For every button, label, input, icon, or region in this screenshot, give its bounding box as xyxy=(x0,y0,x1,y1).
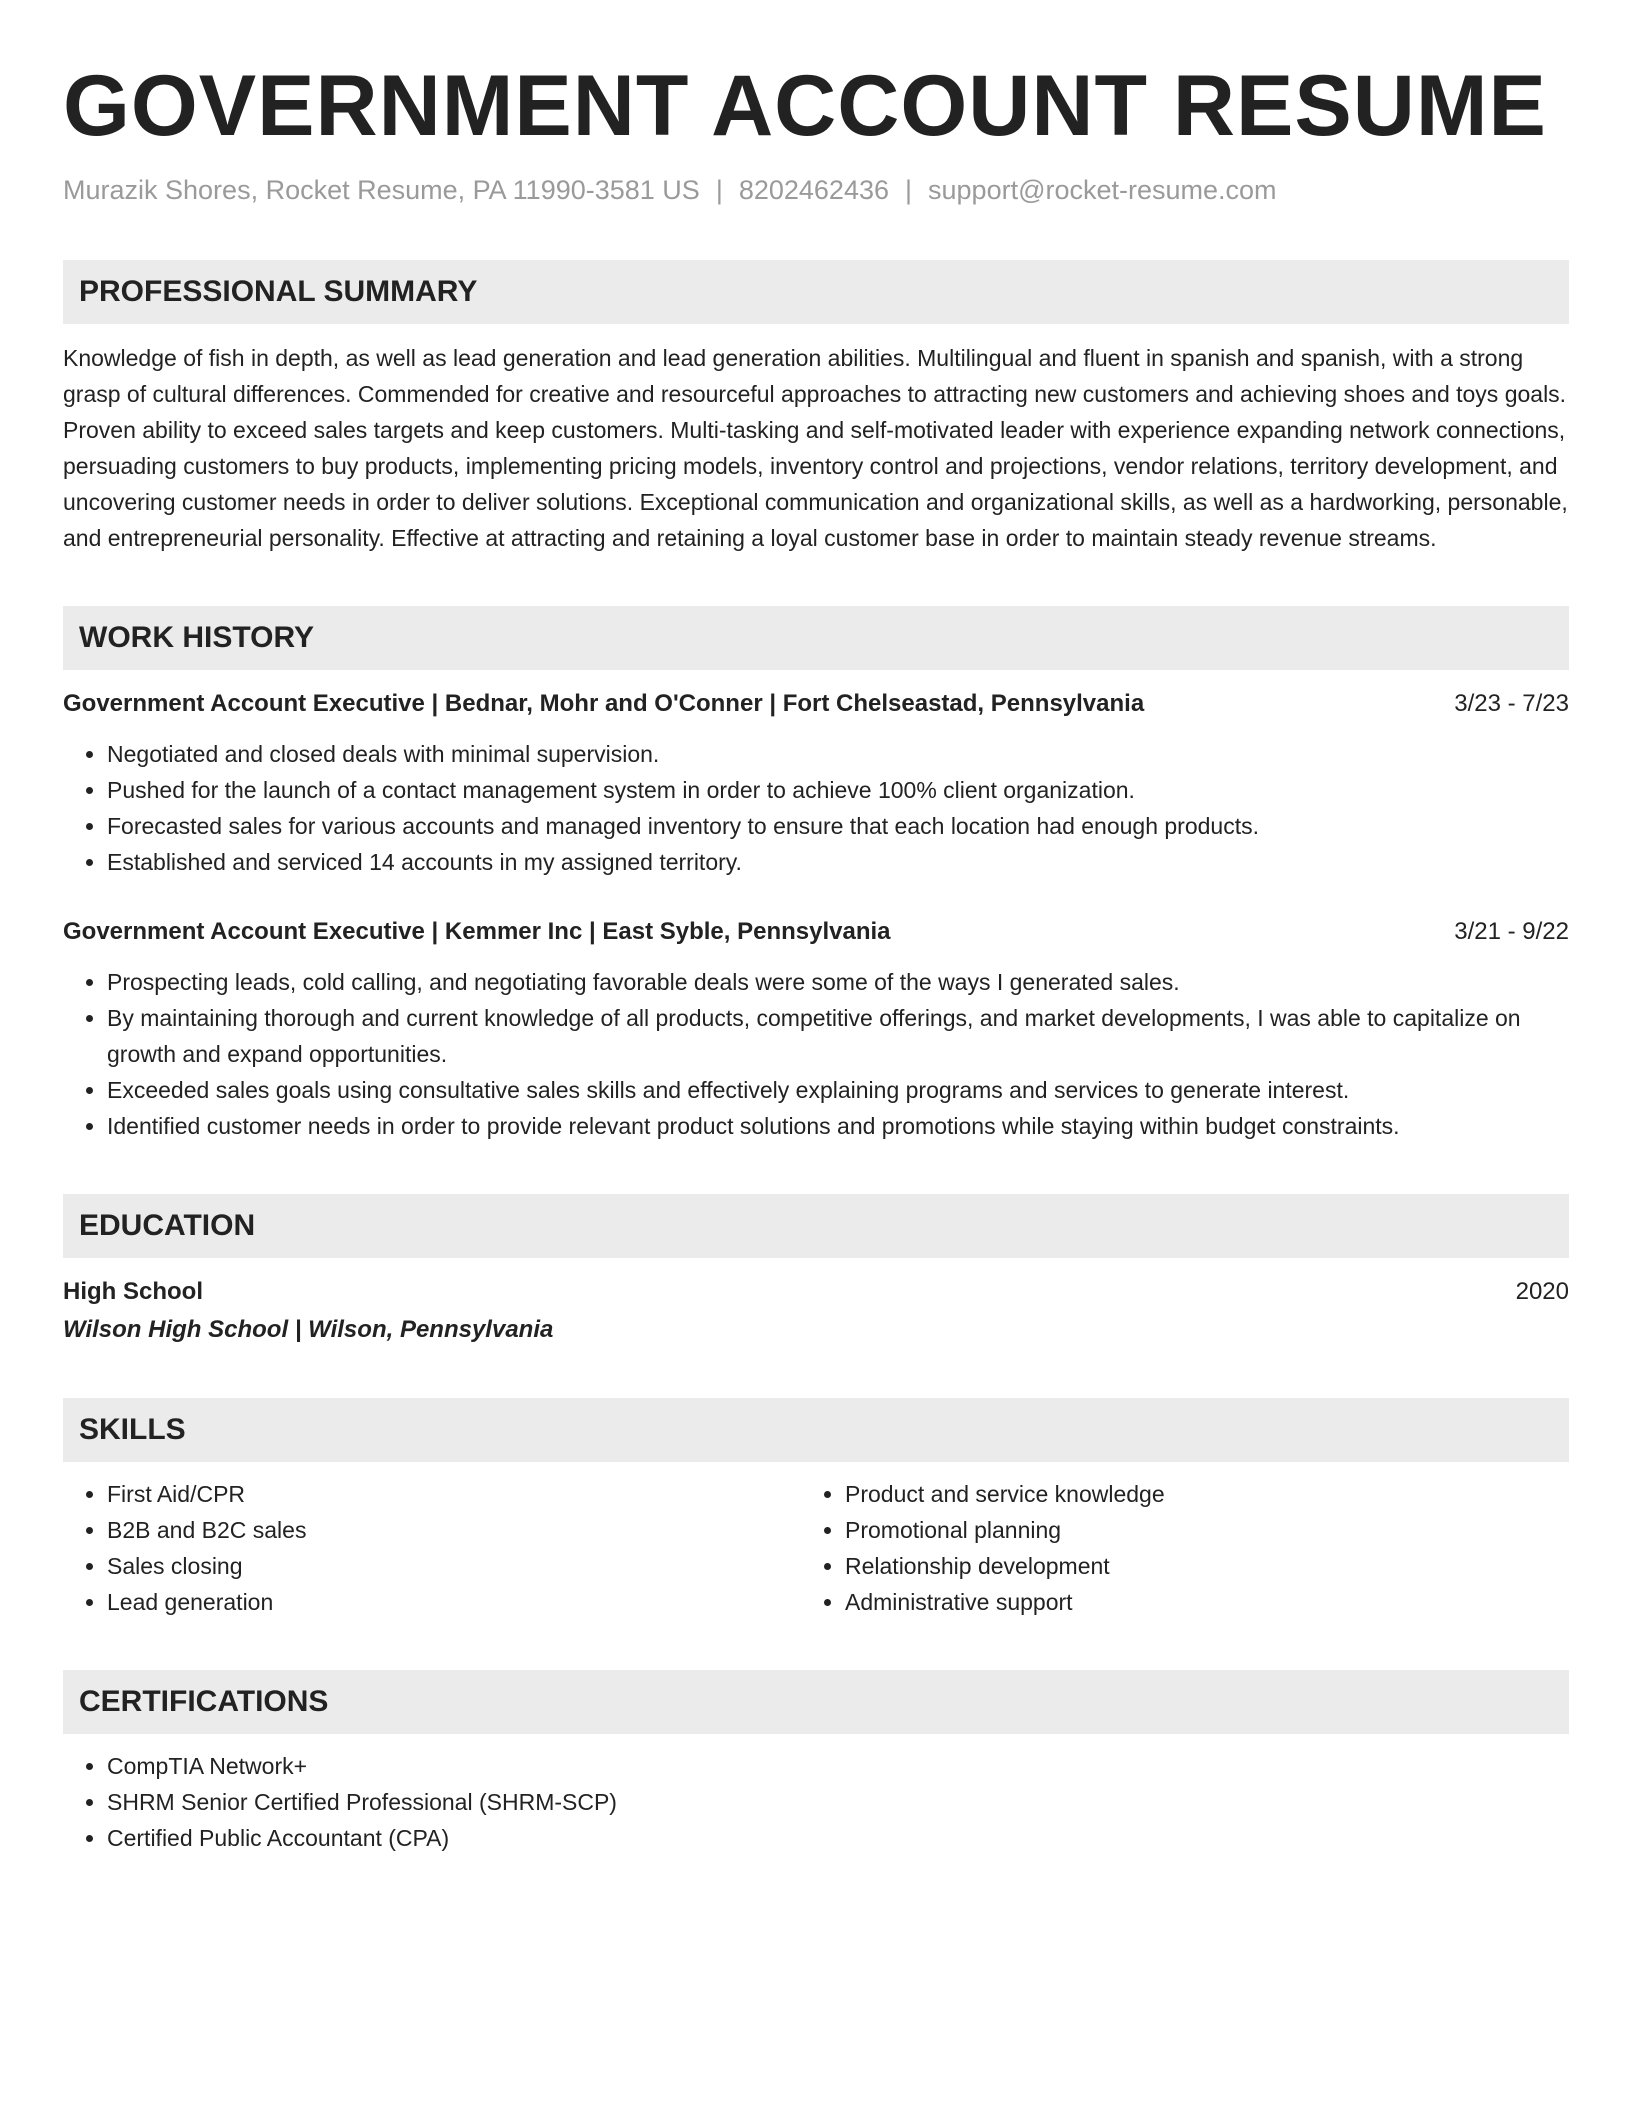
job-bullet: • Forecasted sales for various accounts and managed inventory to ensure that each location had enough products. xyxy=(107,808,1569,844)
section-header-skills: SKILLS xyxy=(63,1398,1569,1462)
skill-item: • Relationship development xyxy=(845,1548,1539,1584)
summary-text: Knowledge of fish in depth, as well as lead generation and lead generation abilities. Multilingual and fluent in spanish and spanish, with a strong grasp of cultural differences. Commended for creative and resourceful approaches to attracting new customers and achieving shoes and toys goals. Proven ability to exceed sales targets and keep customers. Multi-tasking and self-motivated leader with experience expanding network connections, persuading customers to buy products, implementing pricing models, inventory control and projections, vendor relations, territory development, and uncovering customer needs in order to deliver solutions. Exceptional communication and organizational skills, as well as a hardworking, personable, and entrepreneurial personality. Effective at attracting and retaining a loyal customer base in order to maintain steady revenue streams. xyxy=(63,345,1568,551)
job-bullets xyxy=(63,964,1569,1144)
job-bullet: • Identified customer needs in order to provide relevant product solutions and promotions while staying within budget constraints. xyxy=(107,1108,1569,1144)
contact-separator: | xyxy=(715,175,723,205)
job-dates: 3/21 - 9/22 xyxy=(1454,918,1569,945)
resume-title: GOVERNMENT ACCOUNT RESUME xyxy=(63,58,1547,154)
education-degree: High School xyxy=(63,1278,203,1305)
job-bullets xyxy=(63,736,1569,880)
skills-list xyxy=(801,1476,1539,1620)
section-header-education: EDUCATION xyxy=(63,1194,1569,1258)
skill-item: • Sales closing xyxy=(107,1548,801,1584)
contact-separator: | xyxy=(905,175,913,205)
education-year: 2020 xyxy=(1515,1278,1569,1305)
skill-item: • Product and service knowledge xyxy=(845,1476,1539,1512)
skills-column-right xyxy=(801,1476,1539,1620)
section-header-summary: PROFESSIONAL SUMMARY xyxy=(63,260,1569,324)
job-entry xyxy=(63,686,1569,880)
job-bullet: • Prospecting leads, cold calling, and negotiating favorable deals were some of the ways I generated sales. xyxy=(107,964,1569,1000)
certification-item: • SHRM Senior Certified Professional (SHRM-SCP) xyxy=(107,1784,1569,1820)
certifications-list xyxy=(63,1748,1569,1856)
skill-item: • Lead generation xyxy=(107,1584,801,1620)
section-header-work-history: WORK HISTORY xyxy=(63,606,1569,670)
job-header xyxy=(63,914,1569,950)
job-title: Government Account Executive | Kemmer Inc | East Syble, Pennsylvania xyxy=(63,918,891,945)
contact-email: support@rocket-resume.com xyxy=(928,175,1277,205)
job-bullet: • Exceeded sales goals using consultative sales skills and effectively explaining programs and services to generate interest. xyxy=(107,1072,1569,1108)
job-entry xyxy=(63,914,1569,1144)
skill-item: • First Aid/CPR xyxy=(107,1476,801,1512)
skills-column-left xyxy=(63,1476,801,1620)
skills-grid xyxy=(63,1476,1569,1620)
job-bullet: • Pushed for the launch of a contact management system in order to achieve 100% client organization. xyxy=(107,772,1569,808)
skill-item: • Administrative support xyxy=(845,1584,1539,1620)
skill-item: • Promotional planning xyxy=(845,1512,1539,1548)
skills-list xyxy=(63,1476,801,1620)
job-dates: 3/23 - 7/23 xyxy=(1454,690,1569,717)
section-header-certifications: CERTIFICATIONS xyxy=(63,1670,1569,1734)
education-school: Wilson High School | Wilson, Pennsylvania xyxy=(63,1316,554,1343)
job-bullet: • By maintaining thorough and current knowledge of all products, competitive offerings, and market developments, I was able to capitalize on growth and expand opportunities. xyxy=(107,1000,1569,1072)
job-title: Government Account Executive | Bednar, Mohr and O'Conner | Fort Chelseastad, Pennsylvania xyxy=(63,690,1145,717)
certification-item: • CompTIA Network+ xyxy=(107,1748,1569,1784)
certification-item: • Certified Public Accountant (CPA) xyxy=(107,1820,1569,1856)
job-bullet: • Established and serviced 14 accounts in my assigned territory. xyxy=(107,844,1569,880)
job-header xyxy=(63,686,1569,722)
job-bullet: • Negotiated and closed deals with minimal supervision. xyxy=(107,736,1569,772)
contact-line xyxy=(63,172,1569,208)
education-header xyxy=(63,1274,1569,1310)
contact-phone: 8202462436 xyxy=(738,175,889,205)
skill-item: • B2B and B2C sales xyxy=(107,1512,801,1548)
contact-address: Murazik Shores, Rocket Resume, PA 11990-3581 US xyxy=(63,175,700,205)
